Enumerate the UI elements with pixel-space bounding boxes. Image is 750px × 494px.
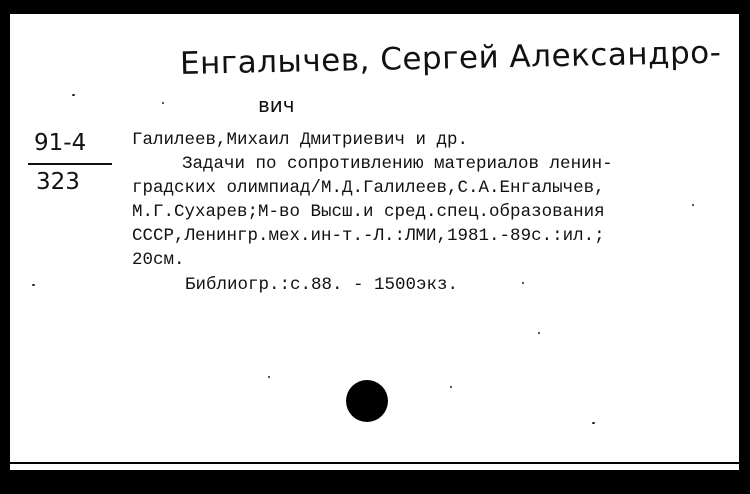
handwritten-heading-continuation: вич [258,93,295,117]
scan-speck [268,376,270,378]
description-line: 20см. [132,250,185,270]
scan-speck [692,204,694,206]
description-line: М.Г.Сухарев;М-во Высш.и сред.спец.образования [132,202,605,222]
scan-speck [32,284,35,286]
shelfmark-divider [28,163,112,165]
description-line: Задачи по сопротивлению материалов ленин- [182,154,613,174]
description-line: градских олимпиад/М.Д.Галилеев,С.А.Енгалычев, [132,178,605,198]
bibliographic-description [132,152,692,272]
shelfmark [28,130,128,195]
shelfmark-top: 91-4 [34,130,87,156]
shelfmark-bottom: 323 [36,169,80,195]
scan-speck [592,422,595,424]
scan-speck [522,282,524,284]
scan-speck [162,102,164,104]
scan-speck [538,332,540,334]
author-line: Галилеев,Михаил Дмитриевич и др. [132,130,469,150]
card-bottom-edge [10,462,739,464]
handwritten-heading: Енгалычев, Сергей Александро- [179,34,722,82]
catalog-card [10,14,739,470]
card-punch-hole [346,380,388,422]
scan-speck [72,94,75,96]
notes-line: Библиогр.:с.88. - 1500экз. [185,275,459,295]
scan-speck [450,386,452,388]
description-line: СССР,Ленингр.мех.ин-т.-Л.:ЛМИ,1981.-89с.:ил.; [132,226,605,246]
